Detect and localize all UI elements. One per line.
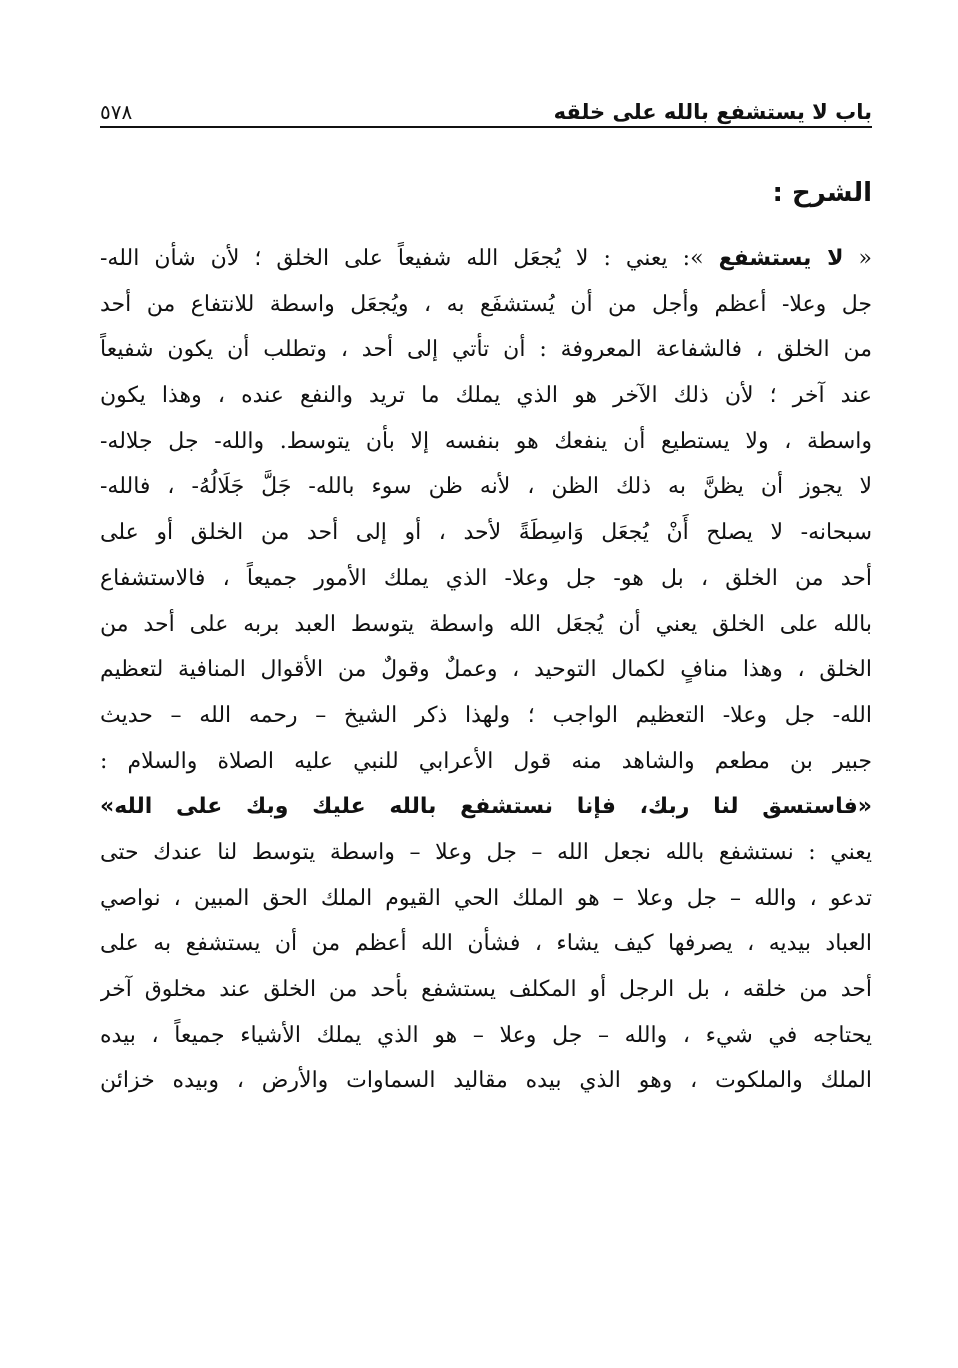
page-number: ٥٧٨ xyxy=(100,100,133,124)
text-line: بالله على الخلق يعني أن يُجعَل الله واسطة يتوسط العبد بربه على أحد من xyxy=(100,611,872,637)
running-title: باب لا يستشفع بالله على خلقه xyxy=(553,100,872,124)
text-line: لا يجوز أن يظنَّ به ذلك الظن ، لأنه ظن سوء بالله- جَلَّ جَلَالُهُ- ، فالله- xyxy=(100,474,872,500)
text-line: من الخلق ، فالشفاعة المعروفة : أن تأتي إلى أحد ، وتطلب أن يكون شفيعاً xyxy=(100,337,872,363)
text-line: جل وعلا- أعظم وأجل من أن يُستشفَع به ، ويُجعَل واسطة للانتفاع من أحد xyxy=(100,291,872,317)
quoted-term: لا يستشفع xyxy=(718,246,844,271)
text-segment: »: يعني : لا يُجعَل الله شفيعاً على الخلق ؛ لأن شأن الله- xyxy=(100,246,719,271)
text-line: الملك والملكوت ، وهو الذي بيده مقاليد السماوات والأرض ، وبيده خزائن xyxy=(100,1068,872,1094)
text-line xyxy=(100,236,872,282)
text-line: جبير بن مطعم والشاهد منه قول الأعرابي للنبي عليه الصلاة والسلام : xyxy=(100,748,872,774)
text-line: أحد من خلقه ، بل الرجل أو المكلف يستشفع بأحد من الخلق عند مخلوق آخر xyxy=(100,977,872,1002)
text-line: واسطة ، ولا يستطيع أن ينفعك هو بنفسه إلا بأن يتوسط. والله- جل جلاله- xyxy=(100,428,872,454)
header-rule xyxy=(100,126,872,128)
text-line: عند آخر ؛ لأن ذلك الآخر هو الذي يملك ما تريد والنفع عنده ، وهذا يكون xyxy=(100,383,872,409)
hadith-quote: «فاستسق لنا ربك، فإنا نستشفع بالله عليك وبك على الله» xyxy=(100,794,872,820)
text-line: يعني : نستشفع بالله نجعل الله – جل وعلا – واسطة يتوسط لنا عندك حتى xyxy=(100,839,872,865)
text-line: يحتاجه في شيء ، والله – جل وعلا – هو الذي يملك الأشياء جميعاً ، بيده xyxy=(100,1022,872,1048)
section-heading: الشرح : xyxy=(772,178,872,208)
body-text xyxy=(100,236,872,1104)
text-line: سبحانه- لا يصلح أَنْ يُجعَل وَاسِطَةً لأحد ، أو إلى أحد من الخلق أو على xyxy=(100,520,872,546)
text-line: الله- جل وعلا- التعظيم الواجب ؛ ولهذا ذكر الشيخ – رحمه الله – حديث xyxy=(100,702,872,728)
text-line: أحد من الخلق ، بل هو- جل وعلا- الذي يملك الأمور جميعاً ، فالاستشفاع xyxy=(100,565,872,591)
page-header xyxy=(100,84,872,124)
text-line: تدعو ، والله – جل وعلا – هو الملك الحي القيوم الملك الحق المبين ، نواصي xyxy=(100,885,872,911)
quote-open: « xyxy=(843,246,872,271)
text-line: العباد بيديه ، يصرفها كيف يشاء ، فشأن الله أعظم من أن يستشفع به على xyxy=(100,931,872,957)
text-line: الخلق ، وهذا منافٍ لكمال التوحيد ، وعملٌ وقولٌ من الأقوال المنافية لتعظيم xyxy=(100,657,872,683)
